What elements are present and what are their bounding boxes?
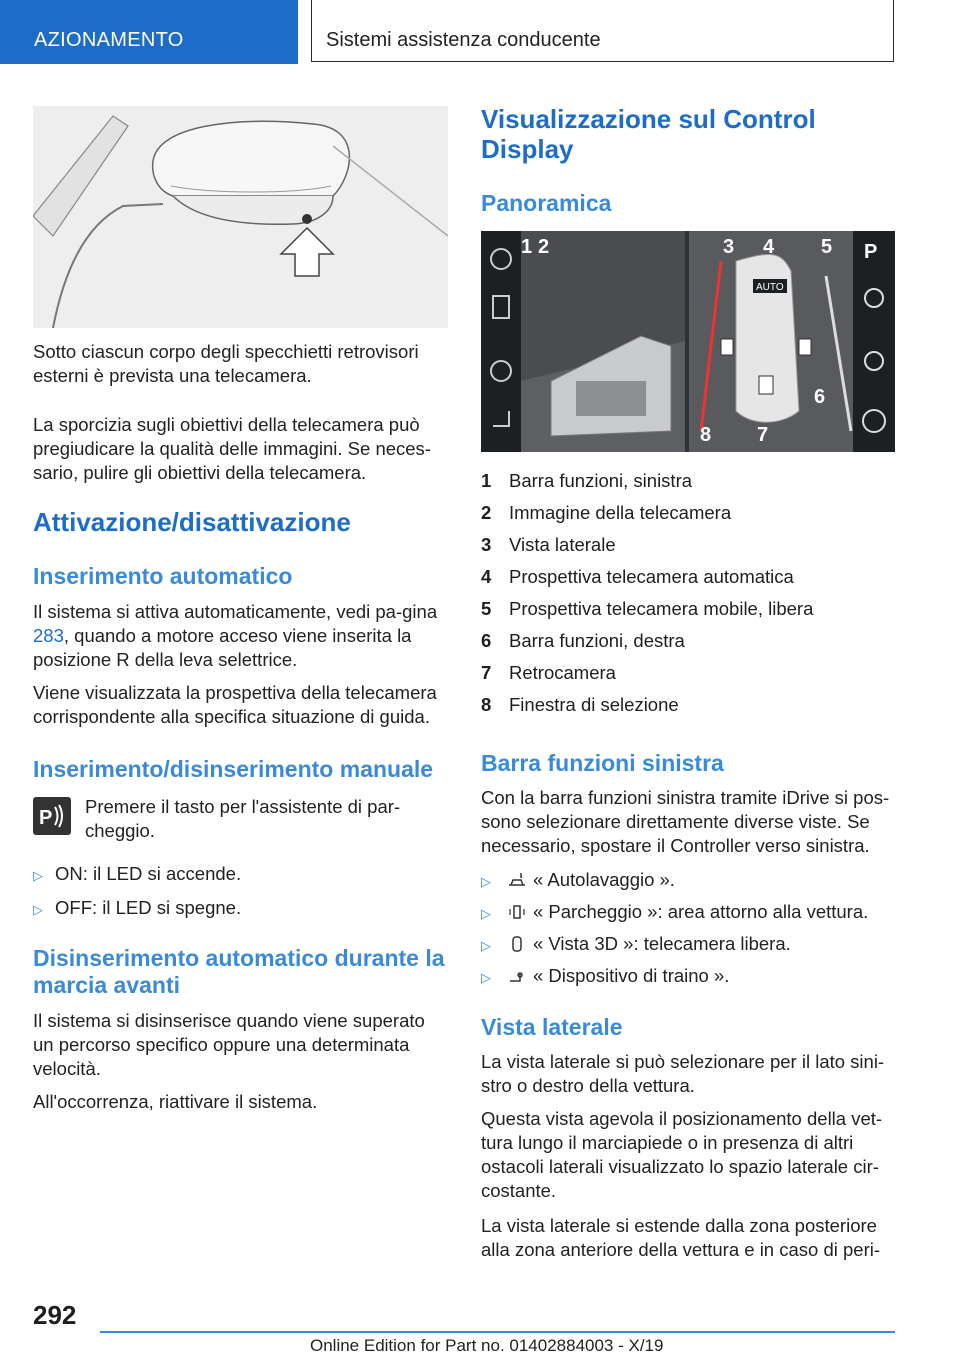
callout-3: 3 [723, 236, 735, 258]
legend-item: 6 Barra funzioni, destra [481, 630, 685, 651]
heading-auto: Inserimento automatico [33, 563, 293, 589]
p-badge: P [864, 241, 878, 263]
chapter-header [311, 0, 894, 62]
control-display-screenshot [481, 231, 895, 452]
page-link[interactable]: 283 [33, 625, 64, 646]
callout-5: 5 [821, 236, 833, 258]
heading-leftbar: Barra funzioni sinistra [481, 750, 724, 776]
triangle-bullet-icon: ▷ [33, 868, 43, 883]
footer-divider [100, 1331, 895, 1333]
side-paragraph-3: La vista laterale si estende dalla zona posteriore alla zona anteriore della vettura e in caso di peri‐ [481, 1215, 881, 1260]
page-number: 292 [33, 1300, 77, 1330]
triangle-bullet-icon: ▷ [481, 938, 491, 953]
legend-item: 1 Barra funzioni, sinistra [481, 470, 693, 491]
callout-1: 1 [521, 236, 533, 258]
disable-paragraph-2: All'occorrenza, riattivare il sistema. [33, 1091, 318, 1112]
section-tab [0, 0, 298, 64]
side-paragraph-1: La vista laterale si può selezionare per il lato sini‐stro o destro della vettura. [481, 1051, 885, 1096]
auto-paragraph-1: Il sistema si attiva automaticamente, vedi pa‐gina 283, quando a motore acceso viene inserita la posizione R della leva selettrice. [33, 601, 438, 670]
heading-activation: Attivazione/disattivazione [33, 507, 351, 537]
auto-paragraph-2: Viene visualizzata la prospettiva della telecamera corrispondente alla specifica situazione di guida. [33, 682, 437, 727]
callout-4: 4 [763, 236, 775, 258]
legend-item: 7 Retrocamera [481, 662, 616, 683]
parking-view-icon [507, 903, 527, 921]
leftbar-item-trailer: ▷ « Dispositivo di traino ». [481, 964, 896, 990]
legend-list [481, 465, 896, 721]
bullet-on: ▷ ON: il LED si accende. [33, 862, 448, 888]
chapter-title: Sistemi assistenza conducente [326, 29, 601, 51]
carwash-icon [507, 871, 527, 889]
heading-display: Visualizzazione sul Control Display [481, 104, 816, 164]
heading-overview: Panoramica [481, 190, 612, 216]
parking-assistant-button-icon [33, 797, 71, 835]
leftbar-paragraph: Con la barra funzioni sinistra tramite iDrive si pos‐sono selezionare direttamente diverse viste. Se necessario, spostare il Controller verso sinistra. [481, 787, 890, 856]
edition-note: Online Edition for Part no. 01402884003 - X/19 [310, 1336, 664, 1355]
intro-paragraph-1: Sotto ciascun corpo degli specchietti retrovisori esterni è prevista una telecamera. [33, 341, 419, 386]
leftbar-item-3d: ▷ « Vista 3D »: telecamera libera. [481, 932, 896, 958]
bullet-off: ▷ OFF: il LED si spegne. [33, 896, 448, 922]
manual-text: Premere il tasto per l'assistente di par‐cheggio. [85, 796, 401, 841]
legend-item: 5 Prospettiva telecamera mobile, libera [481, 598, 814, 619]
leftbar-item-carwash: ▷ « Autolavaggio ». [481, 868, 896, 894]
leftbar-item-parking: ▷ « Parcheggio »: area attorno alla vettura. [481, 900, 896, 926]
callout-8: 8 [700, 424, 712, 446]
view-3d-icon [507, 935, 527, 953]
legend-item: 3 Vista laterale [481, 534, 616, 555]
section-title: AZIONAMENTO [34, 29, 184, 51]
auto-badge: AUTO [756, 282, 784, 293]
disable-paragraph-1: Il sistema si disinserisce quando viene superato un percorso specifico oppure una determinata velocità. [33, 1010, 425, 1079]
tow-hitch-icon [507, 967, 527, 985]
triangle-bullet-icon: ▷ [481, 906, 491, 921]
legend-item: 8 Finestra di selezione [481, 694, 679, 715]
legend-item: 4 Prospettiva telecamera automatica [481, 566, 794, 587]
callout-6: 6 [814, 386, 826, 408]
heading-side-view: Vista laterale [481, 1014, 623, 1040]
side-paragraph-2: Questa vista agevola il posizionamento della vet‐tura lungo il marciapiede o in presenza di altri ostacoli laterali visualizzato lo spazio laterale cir‐costante. [481, 1108, 883, 1201]
svg-text:P: P [39, 807, 53, 829]
intro-paragraph-2: La sporcizia sugli obiettivi della telecamera può pregiudicare la qualità delle immagini. Se neces‐sario, pulire gli obiettivi della telecamera. [33, 414, 431, 483]
callout-2: 2 [538, 236, 550, 258]
mirror-illustration [33, 106, 448, 328]
triangle-bullet-icon: ▷ [481, 970, 491, 985]
heading-disable: Disinserimento automatico durante la marcia avanti [33, 945, 445, 998]
legend-item: 2 Immagine della telecamera [481, 502, 732, 523]
callout-7: 7 [757, 424, 769, 446]
triangle-bullet-icon: ▷ [481, 874, 491, 889]
triangle-bullet-icon: ▷ [33, 902, 43, 917]
heading-manual: Inserimento/disinserimento manuale [33, 756, 434, 782]
